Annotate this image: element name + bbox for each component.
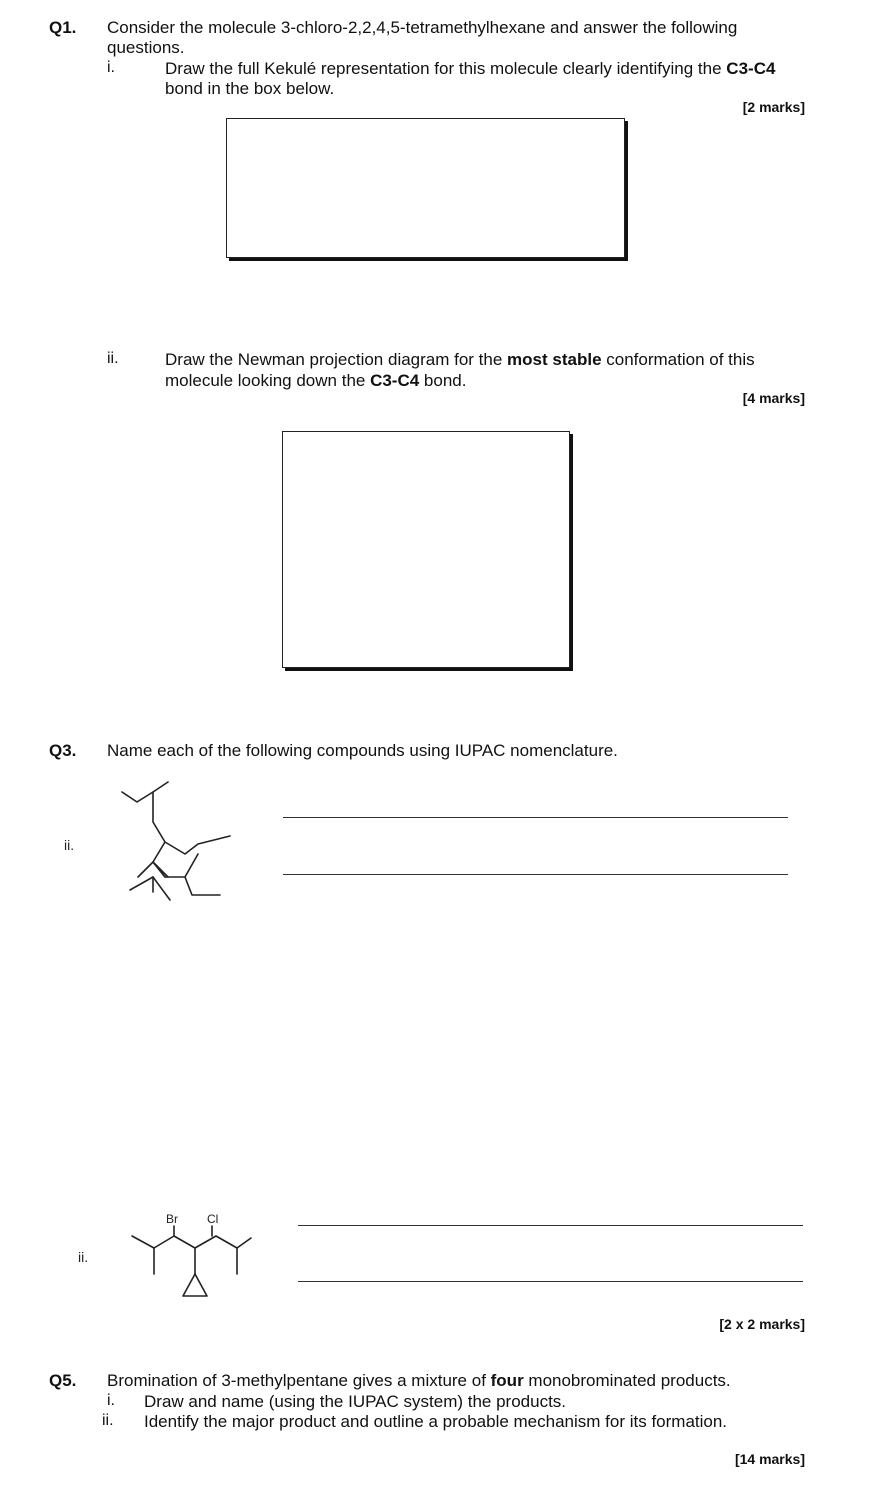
chlorine-label: Cl (207, 1212, 219, 1226)
q3-item2-numeral: ii. (78, 1249, 89, 1265)
structure1-bond (153, 862, 168, 877)
newman-answer-box[interactable] (282, 431, 570, 668)
structure1-bottom-branch (185, 877, 220, 895)
q3-item1-numeral: ii. (64, 837, 75, 853)
q3-skeletal-structure-1 (120, 780, 245, 915)
q5-marks: [14 marks] (734, 1451, 805, 1467)
q1-part-i-marks: [2 marks] (742, 99, 805, 115)
q1-part-i-numeral: i. (107, 59, 115, 76)
q1-intro-line2: questions. (107, 38, 185, 57)
q1-part-ii-line2-end: bond. (419, 371, 467, 390)
q1-part-ii-text-line2 (165, 371, 466, 391)
q5-part-i-text: Draw and name (using the IUPAC system) the products. (144, 1392, 567, 1411)
q3-item1-answer-line-1[interactable] (283, 817, 788, 818)
q3-marks: [2 x 2 marks] (719, 1316, 805, 1332)
structure1-right-branch (165, 836, 230, 854)
q3-item2-answer-line-1[interactable] (298, 1225, 803, 1226)
structure1-top-chain (122, 782, 168, 802)
q3-skeletal-structure-2 (130, 1208, 260, 1303)
q1-part-ii-text (165, 350, 810, 370)
q1-part-ii-marks: [4 marks] (742, 390, 805, 406)
q1-part-ii-numeral: ii. (107, 350, 119, 367)
q1-part-ii-emphasis: most stable (507, 350, 602, 369)
q1-part-ii-bond: C3-C4 (370, 371, 420, 390)
q3-text: Name each of the following compounds using IUPAC nomenclature. (107, 741, 618, 760)
q3-label: Q3. (49, 741, 77, 760)
q1-part-ii-text-start: Draw the Newman projection diagram for the (165, 350, 508, 369)
q3-item2-answer-line-2[interactable] (298, 1281, 803, 1282)
q1-part-i-text-start: Draw the full Kekulé representation for this molecule clearly identifying the (165, 59, 727, 78)
q5-emphasis: four (490, 1371, 524, 1390)
q1-part-ii-line2-start: molecule looking down the (165, 371, 371, 390)
kekule-answer-box[interactable] (226, 118, 625, 258)
q5-text-start: Bromination of 3-methylpentane gives a mixture of (107, 1371, 491, 1390)
structure2-main-chain (132, 1236, 251, 1248)
q1-part-ii-text-end: conformation of this (601, 350, 755, 369)
q1-part-i-text-line2: bond in the box below. (165, 79, 335, 98)
q5-label: Q5. (49, 1371, 77, 1390)
structure1-bond (138, 862, 153, 877)
q5-part-ii-numeral: ii. (102, 1412, 114, 1429)
structure1-bond (130, 877, 153, 890)
q1-intro (107, 18, 807, 38)
q1-label: Q1. (49, 18, 77, 37)
q5-text (107, 1371, 731, 1391)
bromine-label: Br (166, 1212, 178, 1226)
q5-part-i-numeral: i. (107, 1392, 115, 1409)
q1-intro-line1: Consider the molecule 3-chloro-2,2,4,5-tetramethylhexane and answer the following (107, 18, 738, 37)
q1-part-i-text (165, 59, 810, 79)
q5-part-ii-text: Identify the major product and outline a probable mechanism for its formation. (144, 1412, 728, 1431)
structure2-cyclopropyl (183, 1274, 207, 1296)
q5-text-end: monobrominated products. (523, 1371, 731, 1390)
structure1-bond (153, 877, 170, 900)
q3-item1-answer-line-2[interactable] (283, 874, 788, 875)
structure1-lower-branch (153, 854, 198, 877)
q1-part-i-bond: C3-C4 (726, 59, 776, 78)
